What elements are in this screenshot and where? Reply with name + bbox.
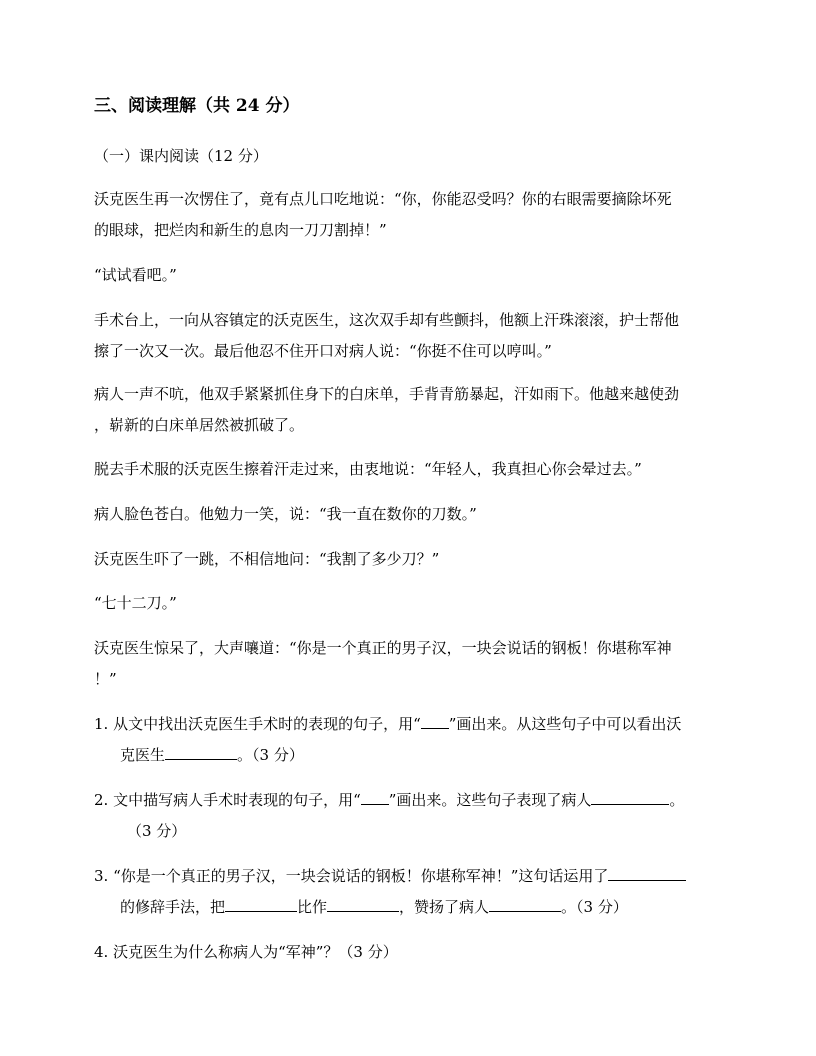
passage-p9-line2: ！” [94, 670, 117, 688]
question-1-text-a: 1. 从文中找出沃克医生手术时的表现的句子，用“ [94, 715, 421, 733]
passage-p6: 病人脸色苍白。他勉力一笑，说：“我一直在数你的刀数。” [94, 505, 477, 523]
question-3-blank-subject[interactable] [225, 897, 297, 912]
question-2-text-a: 2. 文中描写病人手术时表现的句子，用“ [94, 791, 361, 809]
passage-p8: “七十二刀。” [94, 594, 177, 612]
question-1-line1 [94, 714, 681, 734]
question-1-line2 [120, 745, 304, 765]
question-2-line1 [94, 790, 684, 810]
question-3-line1 [94, 866, 686, 886]
passage-p3-line2: 擦了一次又一次。最后他忍不住开口对病人说：“你挺不住可以哼叫。” [94, 342, 552, 360]
question-1-text-b: ”画出来。从这些句子中可以看出沃 [448, 715, 682, 733]
passage-p2: “试试看吧。” [94, 266, 177, 284]
question-2-text-b: ”画出来。这些句子表现了病人 [388, 791, 592, 809]
passage-p5: 脱去手术服的沃克医生擦着汗走过来，由衷地说：“年轻人，我真担心你会晕过去。” [94, 460, 642, 478]
question-1-text-d: 。（3 分） [237, 746, 304, 764]
question-3-text-c: 比作 [297, 898, 328, 916]
question-1-underline-sample [421, 714, 449, 729]
question-3-blank-rhetoric[interactable] [608, 866, 686, 881]
section-subtitle: （一）课内阅读（12 分） [94, 147, 268, 165]
passage-p4-line2: ，崭新的白床单居然被抓破了。 [94, 416, 305, 434]
question-3-text-e: 。（3 分） [561, 898, 628, 916]
question-2-answer-blank[interactable] [591, 790, 669, 805]
question-3-text-d: ，赞扬了病人 [399, 898, 490, 916]
question-3-text-a: 3. “你是一个真正的男子汉，一块会说话的钢板！你堪称军神！”这句话运用了 [94, 867, 609, 885]
question-1-text-c: 克医生 [120, 746, 166, 764]
question-4: 4. 沃克医生为什么称病人为“军神”？（3 分） [94, 943, 398, 961]
question-1-answer-blank[interactable] [165, 745, 237, 760]
question-2-underline-sample [361, 790, 389, 805]
question-2-score: （3 分） [127, 822, 187, 840]
question-3-text-b: 的修辞手法，把 [120, 898, 226, 916]
question-3-blank-object[interactable] [327, 897, 399, 912]
question-2-text-c: 。 [669, 791, 685, 809]
passage-p1-line1: 沃克医生再一次愣住了，竟有点儿口吃地说：“你，你能忍受吗？你的右眼需要摘除坏死 [94, 190, 672, 208]
passage-p9-line1: 沃克医生惊呆了，大声嚷道：“你是一个真正的男子汉，一块会说话的钢板！你堪称军神 [94, 639, 672, 657]
passage-p4-line1: 病人一声不吭，他双手紧紧抓住身下的白床单，手背青筋暴起，汗如雨下。他越来越使劲 [94, 385, 680, 403]
question-3-line2 [120, 897, 628, 917]
passage-p7: 沃克医生吓了一跳，不相信地问：“我割了多少刀？” [94, 550, 440, 568]
question-3-blank-quality[interactable] [489, 897, 561, 912]
passage-p3-line1: 手术台上，一向从容镇定的沃克医生，这次双手却有些颤抖，他额上汗珠滚滚，护士帮他 [94, 311, 680, 329]
section-title: 三、阅读理解（共 24 分） [94, 96, 300, 116]
passage-p1-line2: 的眼球，把烂肉和新生的息肉一刀刀割掉！” [94, 221, 387, 239]
